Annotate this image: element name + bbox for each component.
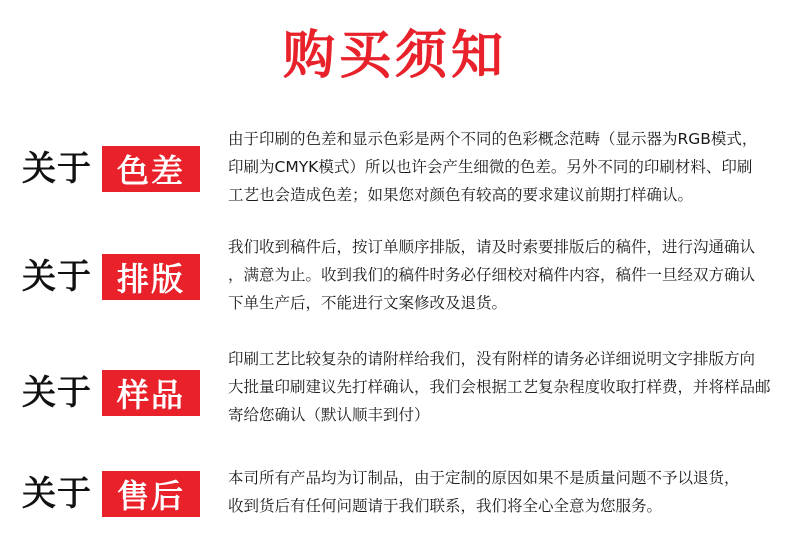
text-line: 本司所有产品均为订制品，由于定制的原因如果不是质量问题不予以退货， — [228, 469, 740, 487]
page-title: 购买须知 — [282, 26, 507, 86]
section-label — [22, 468, 200, 520]
label-badge: 色差 — [102, 146, 200, 192]
text-line: ，满意为止。收到我们的稿件时务必仔细校对稿件内容，稿件一旦经双方确认 — [228, 266, 756, 284]
text-line: 我们收到稿件后，按订单顺序排版，请及时索要排版后的稿件，进行沟通确认 — [228, 238, 756, 256]
label-prefix: 关于 — [22, 373, 92, 413]
label-badge: 售后 — [102, 471, 200, 517]
section-label — [22, 367, 200, 419]
text-line: 由于印刷的色差和显示色彩是两个不同的色彩概念范畴（显示器为RGB模式， — [228, 130, 758, 148]
section-text — [228, 233, 778, 317]
label-prefix: 关于 — [22, 149, 92, 189]
section-text — [228, 125, 778, 209]
text-line: 下单生产后，不能进行文案修改及退货。 — [228, 294, 508, 312]
label-prefix: 关于 — [22, 257, 92, 297]
label-badge: 样品 — [102, 370, 200, 416]
label-prefix: 关于 — [22, 474, 92, 514]
section-text — [228, 464, 778, 520]
text-line: 大批量印刷建议先打样确认，我们会根据工艺复杂程度收取打样费，并将样品邮 — [228, 378, 771, 396]
text-line: 收到货后有任何问题请于我们联系，我们将全心全意为您服务。 — [228, 497, 663, 515]
text-line: 工艺也会造成色差；如果您对颜色有较高的要求建议前期打样确认。 — [228, 186, 694, 204]
text-line: 印刷为CMYK模式）所以也许会产生细微的色差。另外不同的印刷材料、印刷 — [228, 158, 753, 176]
text-line: 印刷工艺比较复杂的请附样给我们，没有附样的请务必详细说明文字排版方向 — [228, 350, 756, 368]
section-label — [22, 143, 200, 195]
section-label — [22, 251, 200, 303]
label-badge: 排版 — [102, 254, 200, 300]
section-text — [228, 345, 778, 429]
text-line: 寄给您确认（默认顺丰到付） — [228, 406, 430, 424]
